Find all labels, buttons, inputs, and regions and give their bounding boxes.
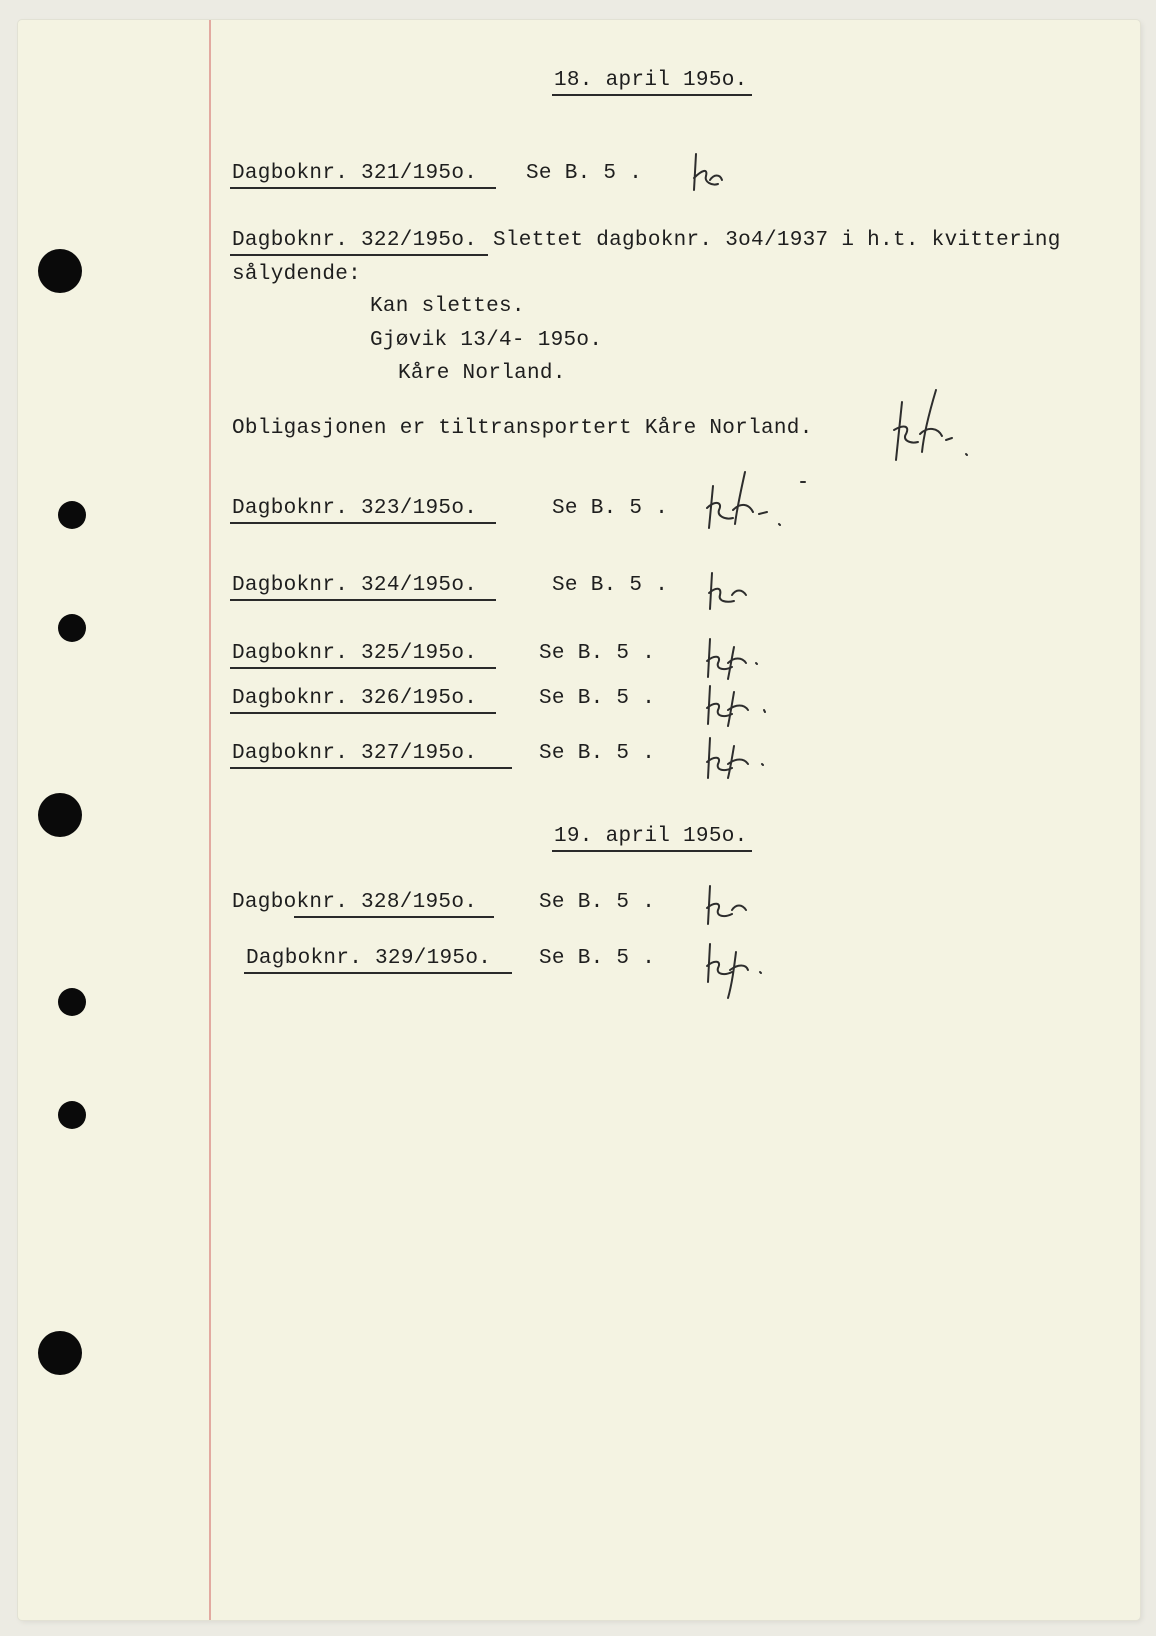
date-heading: 19. april 195o. bbox=[554, 825, 748, 848]
entry-note: Se B. 5 . bbox=[552, 497, 669, 520]
underline bbox=[230, 712, 496, 714]
handwritten-initials bbox=[702, 938, 782, 1008]
entry-ref: Dagboknr. 326/195o. bbox=[232, 687, 478, 710]
handwritten-initials bbox=[688, 150, 728, 200]
binder-hole bbox=[58, 501, 86, 529]
binder-hole bbox=[38, 249, 82, 293]
entry-ref: Dagboknr. 323/195o. bbox=[232, 497, 478, 520]
entry-note: Se B. 5 . bbox=[539, 891, 656, 914]
entry-note: Slettet dagboknr. 3o4/1937 i h.t. kvittering bbox=[493, 229, 1061, 252]
entry-note: Se B. 5 . bbox=[539, 687, 656, 710]
underline bbox=[552, 850, 752, 852]
entry-ref: Dagboknr. 329/195o. bbox=[246, 947, 492, 970]
underline bbox=[244, 972, 512, 974]
handwritten-initials bbox=[702, 880, 762, 930]
binder-hole bbox=[58, 1101, 86, 1129]
handwritten-initials bbox=[704, 565, 754, 615]
underline bbox=[230, 254, 488, 256]
underline bbox=[230, 599, 496, 601]
obligation-note: Obligasjonen er tiltransportert Kåre Norland. bbox=[232, 417, 813, 440]
quote-line: Kåre Norland. bbox=[398, 362, 566, 385]
underline bbox=[230, 667, 496, 669]
binder-hole bbox=[58, 614, 86, 642]
entry-ref: Dagboknr. 324/195o. bbox=[232, 574, 478, 597]
entry-note: Se B. 5 . bbox=[539, 947, 656, 970]
binder-hole bbox=[38, 793, 82, 837]
entry-ref: Dagboknr. 325/195o. bbox=[232, 642, 478, 665]
quote-line: Kan slettes. bbox=[370, 295, 525, 318]
entry-ref: Dagboknr. 321/195o. bbox=[232, 162, 478, 185]
quote-line: Gjøvik 13/4- 195o. bbox=[370, 329, 603, 352]
entry-note: Se B. 5 . bbox=[539, 742, 656, 765]
underline bbox=[294, 916, 494, 918]
entry-ref: Dagboknr. 328/195o. bbox=[232, 891, 478, 914]
underline bbox=[230, 767, 512, 769]
margin-line bbox=[209, 20, 211, 1620]
underline bbox=[230, 522, 496, 524]
entry-note: Se B. 5 . bbox=[539, 642, 656, 665]
quote-intro: sålydende: bbox=[232, 263, 362, 286]
handwritten-initials bbox=[702, 732, 782, 782]
entry-note: Se B. 5 . bbox=[552, 574, 669, 597]
handwritten-initials bbox=[703, 468, 813, 538]
underline bbox=[552, 94, 752, 96]
binder-hole bbox=[38, 1331, 82, 1375]
ledger-page bbox=[18, 20, 1140, 1620]
handwritten-initials bbox=[886, 382, 976, 472]
entry-note: Se B. 5 . bbox=[526, 162, 643, 185]
handwritten-initials bbox=[702, 680, 782, 730]
handwritten-initials bbox=[702, 633, 772, 683]
entry-ref: Dagboknr. 327/195o. bbox=[232, 742, 478, 765]
underline bbox=[230, 187, 496, 189]
binder-hole bbox=[58, 988, 86, 1016]
entry-ref: Dagboknr. 322/195o. bbox=[232, 229, 478, 252]
date-heading: 18. april 195o. bbox=[554, 69, 748, 92]
